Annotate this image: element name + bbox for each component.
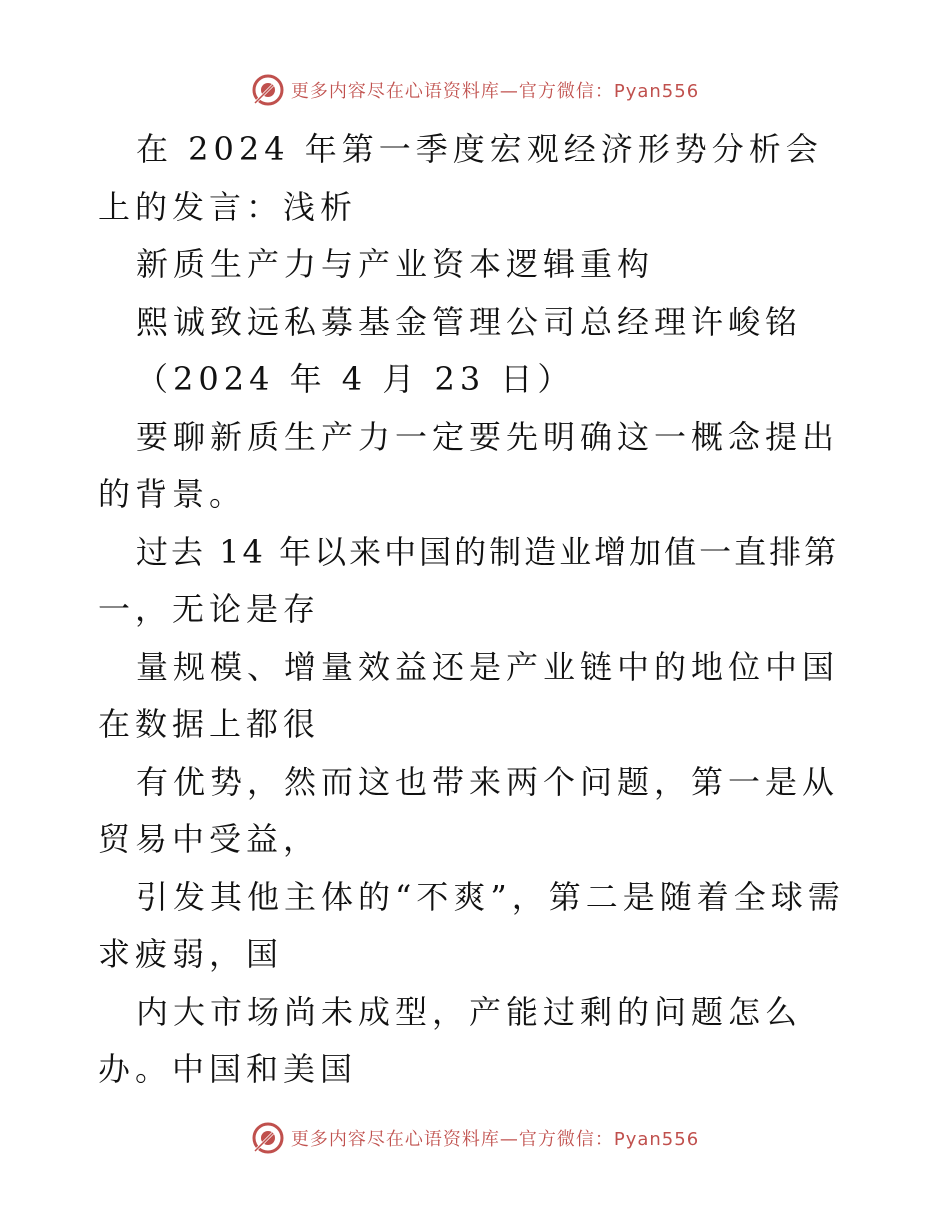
paragraph: 熙诚致远私募基金管理公司总经理许峻铭 (136, 302, 803, 341)
watermark-banner-top (0, 70, 950, 110)
paragraph: 引发其他主体的“不爽”，第二是随着全球需求疲弱，国 (98, 877, 845, 973)
watermark-text: 更多内容尽在心语资料库—官方微信：Pyan556 (290, 1129, 700, 1150)
pen-logo-icon (251, 73, 285, 107)
paragraph: 在 2024 年第一季度宏观经济形势分析会上的发言：浅析 (98, 130, 823, 226)
pen-logo-icon (251, 1121, 285, 1155)
paragraph: 内大市场尚未成型，产能过剩的问题怎么办。中国和美国 (98, 992, 803, 1088)
paragraph: （2024 年 4 月 23 日） (136, 360, 575, 398)
paragraph: 要聊新质生产力一定要先明确这一概念提出的背景。 (98, 417, 840, 513)
watermark-text: 更多内容尽在心语资料库—官方微信：Pyan556 (290, 81, 700, 102)
paragraph: 有优势，然而这也带来两个问题，第一是从贸易中受益， (98, 762, 840, 858)
paragraph: 一，无论是存 (98, 590, 321, 628)
paragraph: 新质生产力与产业资本逻辑重构 (136, 245, 655, 283)
document-body (98, 121, 858, 1099)
watermark-banner-bottom (0, 1118, 950, 1158)
paragraph: 过去 14 年以来中国的制造业增加值一直排第 (136, 532, 840, 571)
paragraph: 量规模、增量效益还是产业链中的地位中国在数据上都很 (98, 647, 840, 743)
